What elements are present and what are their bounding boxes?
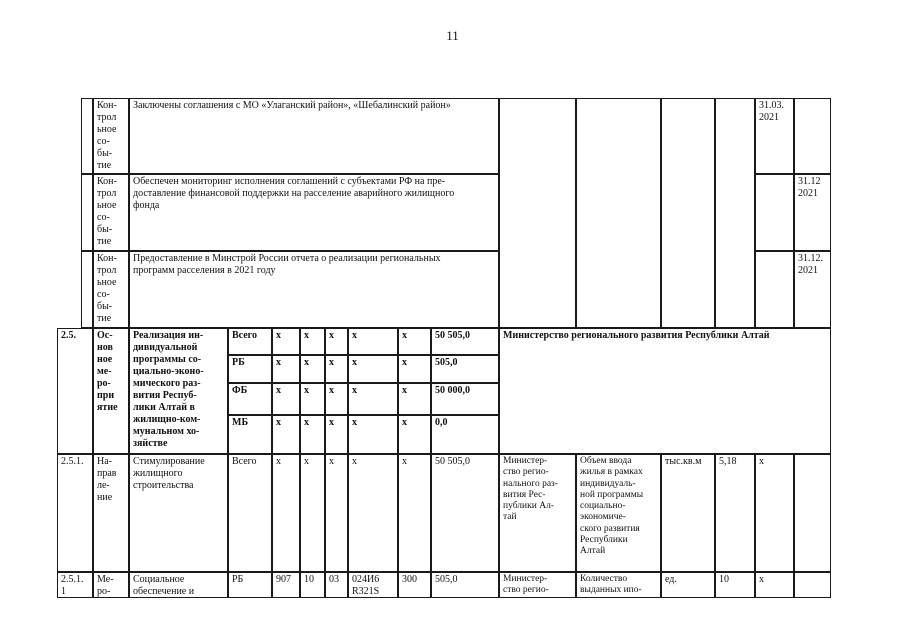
code-cell: х [300,383,325,415]
indicator-cell: Объем ввода жилья в рамках индивидуаль- ной программы социально- экономиче- ского развития Республики Алтай [576,454,661,572]
item-name: Реализация ин- дивидуальной программы со- циально-эконо- мического раз- вития Респуб- лики Алтай в жилищно-ком- мунальном хо- зяйстве [129,328,228,454]
num-cell [81,174,93,251]
code-cell: х [272,415,300,454]
source-label: Всего [228,328,272,355]
blank-cell [794,454,831,572]
event-text: Предоставление в Минстрой России отчета о реализации региональных программ расселения в 2021 году [129,251,499,328]
code-cell: х [272,355,300,383]
type-cell: Кон- трол ьное со- бы- тие [93,251,129,328]
code-cell: х [325,454,348,572]
amount-cell: 505,0 [431,355,499,383]
unit-cell [661,98,715,328]
code-cell: х [300,454,325,572]
code-cell: х [348,415,398,454]
code-cell: х [348,328,398,355]
num-cell [81,251,93,328]
item-name: Стимулирование жилищного строительства [129,454,228,572]
item-number: 2.5.1. [57,454,93,572]
unit-cell: тыс.кв.м [661,454,715,572]
code-cell: х [272,383,300,415]
type-cell: Ос- нов ное ме- ро- при ятие [93,328,129,454]
item-number: 2.5. [57,328,93,454]
item-number: 2.5.1. 1 [57,572,93,598]
source-label: МБ [228,415,272,454]
code-cell: 024И6 R321S [348,572,398,598]
item-name: Социальное обеспечение и [129,572,228,598]
event-date: 31.03. 2021 [755,98,794,174]
type-cell: На- прав ле- ние [93,454,129,572]
code-cell: 10 [300,572,325,598]
source-label: ФБ [228,383,272,415]
page-number: 11 [446,28,459,43]
code-cell: х [398,328,431,355]
source-label: РБ [228,355,272,383]
code-cell: х [398,383,431,415]
blank-cell [755,251,794,328]
code-cell: 03 [325,572,348,598]
blank-cell [755,174,794,251]
code-cell: х [325,383,348,415]
event-text: Заключены соглашения с МО «Улаганский район», «Шебалинский район» [129,98,499,174]
code-cell: 300 [398,572,431,598]
code-cell: х [348,383,398,415]
blank-cell [794,572,831,598]
event-date: 31.12 2021 [794,174,831,251]
extra-cell: х [755,454,794,572]
amount-cell: 50 505,0 [431,454,499,572]
amount-cell: 0,0 [431,415,499,454]
code-cell: х [300,415,325,454]
type-cell: Кон- трол ьное со- бы- тие [93,98,129,174]
event-date: 31.12. 2021 [794,251,831,328]
blank-cell [794,98,831,174]
value-cell: 5,18 [715,454,755,572]
code-cell: х [300,328,325,355]
code-cell: х [398,355,431,383]
code-cell: х [398,454,431,572]
code-cell: х [348,355,398,383]
type-cell: Ме- ро- [93,572,129,598]
executor-cell: Министерство регионального развития Республики Алтай [499,328,831,454]
executor-cell [499,98,576,328]
code-cell: 907 [272,572,300,598]
code-cell: х [272,454,300,572]
amount-cell: 505,0 [431,572,499,598]
value-cell: 10 [715,572,755,598]
executor-cell: Министер- ство регио- нального раз- вития Рес- публики Ал- тай [499,454,576,572]
code-cell: х [398,415,431,454]
indicator-cell [576,98,661,328]
code-cell: х [348,454,398,572]
event-text: Обеспечен мониторинг исполнения соглашений с субъектами РФ на пре- доставление финансовой поддержки на расселение аварийного жилищного фонда [129,174,499,251]
indicator-cell: Количество выданных ипо- [576,572,661,598]
code-cell: х [272,328,300,355]
code-cell: х [325,415,348,454]
source-label: РБ [228,572,272,598]
source-label: Всего [228,454,272,572]
amount-cell: 50 000,0 [431,383,499,415]
code-cell: х [300,355,325,383]
extra-cell: х [755,572,794,598]
type-cell: Кон- трол ьное со- бы- тие [93,174,129,251]
value-cell [715,98,755,328]
amount-cell: 50 505,0 [431,328,499,355]
num-cell [81,98,93,174]
unit-cell: ед. [661,572,715,598]
code-cell: х [325,328,348,355]
executor-cell: Министер- ство регио- [499,572,576,598]
code-cell: х [325,355,348,383]
